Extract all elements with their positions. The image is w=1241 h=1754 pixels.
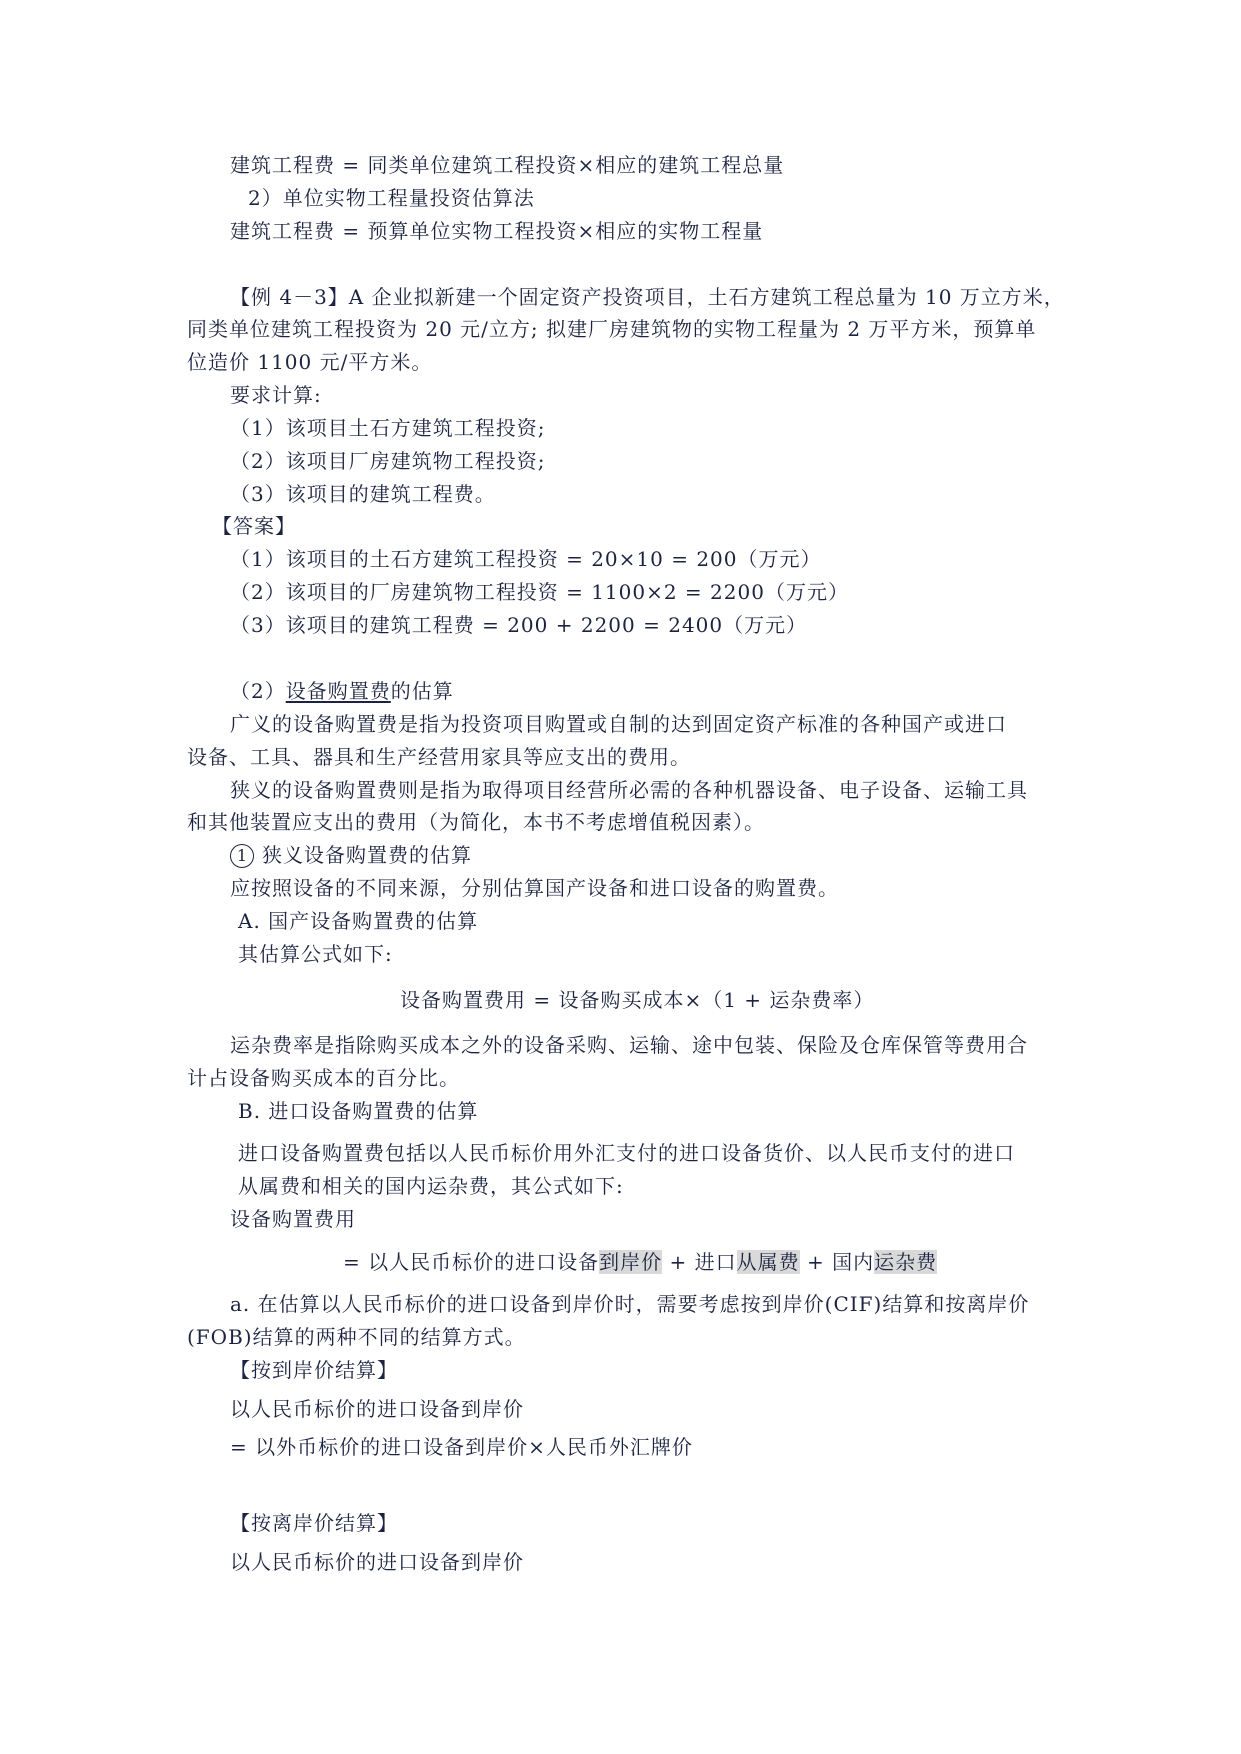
subheading-a: A. 国产设备购置费的估算 xyxy=(238,909,479,933)
paragraph-line: 狭义的设备购置费则是指为取得项目经营所必需的各种机器设备、电子设备、运输工具 xyxy=(230,778,1028,802)
highlighted-term: 运杂费 xyxy=(874,1250,938,1274)
paragraph-line: (FOB)结算的两种不同的结算方式。 xyxy=(187,1325,526,1349)
answer-item: （1）该项目的土石方建筑工程投资 = 20×10 = 200（万元） xyxy=(230,547,822,571)
formula-part: + 国内 xyxy=(799,1250,875,1274)
formula-line: 以人民币标价的进口设备到岸价 xyxy=(230,1550,524,1574)
example-line: 同类单位建筑工程投资为 20 元/立方; 拟建厂房建筑物的实物工程量为 2 万平方米，预算单 xyxy=(187,317,1037,341)
example-line: 位造价 1100 元/平方米。 xyxy=(187,350,433,374)
formula-line: = 以外币标价的进口设备到岸价×人民币外汇牌价 xyxy=(230,1435,693,1459)
formula-line: 建筑工程费 = 同类单位建筑工程投资×相应的建筑工程总量 xyxy=(230,153,785,177)
paragraph-line: 设备、工具、器具和生产经营用家具等应支出的费用。 xyxy=(187,745,691,769)
paragraph-line: 和其他装置应支出的费用（为简化，本书不考虑增值税因素）。 xyxy=(187,810,765,834)
circled-heading xyxy=(230,842,472,868)
question-item: （2）该项目厂房建筑物工程投资; xyxy=(230,449,546,473)
method-heading: 【按到岸价结算】 xyxy=(230,1358,398,1382)
paragraph-line: 进口设备购置费包括以人民币标价用外汇支付的进口设备货价、以人民币支付的进口 xyxy=(238,1141,1015,1165)
example-line: 【例 4－3】A 企业拟新建一个固定资产投资项目，土石方建筑工程总量为 10 万立方米， xyxy=(230,285,1065,309)
paragraph-line: 应按照设备的不同来源，分别估算国产设备和进口设备的购置费。 xyxy=(230,876,839,900)
formula-label: 设备购置费用 xyxy=(230,1207,356,1231)
paragraph-line: 计占设备购买成本的百分比。 xyxy=(187,1066,460,1090)
answer-item: （2）该项目的厂房建筑物工程投资 = 1100×2 = 2200（万元） xyxy=(230,580,849,604)
answer-item: （3）该项目的建筑工程费 = 200 + 2200 = 2400（万元） xyxy=(230,613,808,637)
answer-heading: 【答案】 xyxy=(212,514,296,538)
circled-number: 1 xyxy=(230,844,254,868)
question-line: 要求计算: xyxy=(230,383,322,407)
paragraph-line: 其估算公式如下: xyxy=(238,942,393,966)
highlighted-term: 到岸价 xyxy=(599,1250,663,1274)
paragraph-line: 从属费和相关的国内运杂费，其公式如下: xyxy=(238,1174,624,1198)
formula-line: 设备购置费用 = 设备购买成本×（1 + 运杂费率） xyxy=(400,988,875,1012)
question-item: （1）该项目土石方建筑工程投资; xyxy=(230,416,546,440)
paragraph-line: 广义的设备购置费是指为投资项目购置或自制的达到固定资产标准的各种国产或进口 xyxy=(230,712,1007,736)
formula-line: 以人民币标价的进口设备到岸价 xyxy=(230,1397,524,1421)
subheading-b: B. 进口设备购置费的估算 xyxy=(238,1099,479,1123)
formula-line: 建筑工程费 = 预算单位实物工程投资×相应的实物工程量 xyxy=(230,219,764,243)
formula-line xyxy=(343,1249,937,1275)
paragraph-line: a. 在估算以人民币标价的进口设备到岸价时，需要考虑按到岸价(CIF)结算和按离岸价 xyxy=(230,1292,1030,1316)
section-term: 设备购置费 xyxy=(285,679,391,703)
section-number: （2） xyxy=(230,679,286,703)
paragraph-line: 运杂费率是指除购买成本之外的设备采购、运输、途中包装、保险及仓库保管等费用合 xyxy=(230,1033,1028,1057)
method-heading: 【按离岸价结算】 xyxy=(230,1511,398,1535)
section-heading xyxy=(230,678,454,704)
subsection-heading: 2）单位实物工程量投资估算法 xyxy=(248,186,535,210)
formula-part: = 以人民币标价的进口设备 xyxy=(343,1250,600,1274)
highlighted-term: 从属费 xyxy=(736,1250,800,1274)
formula-part: + 进口 xyxy=(662,1250,737,1274)
section-heading-text: 的估算 xyxy=(390,679,454,703)
question-item: （3）该项目的建筑工程费。 xyxy=(230,482,496,506)
circled-heading-text: 狭义设备购置费的估算 xyxy=(262,843,472,867)
